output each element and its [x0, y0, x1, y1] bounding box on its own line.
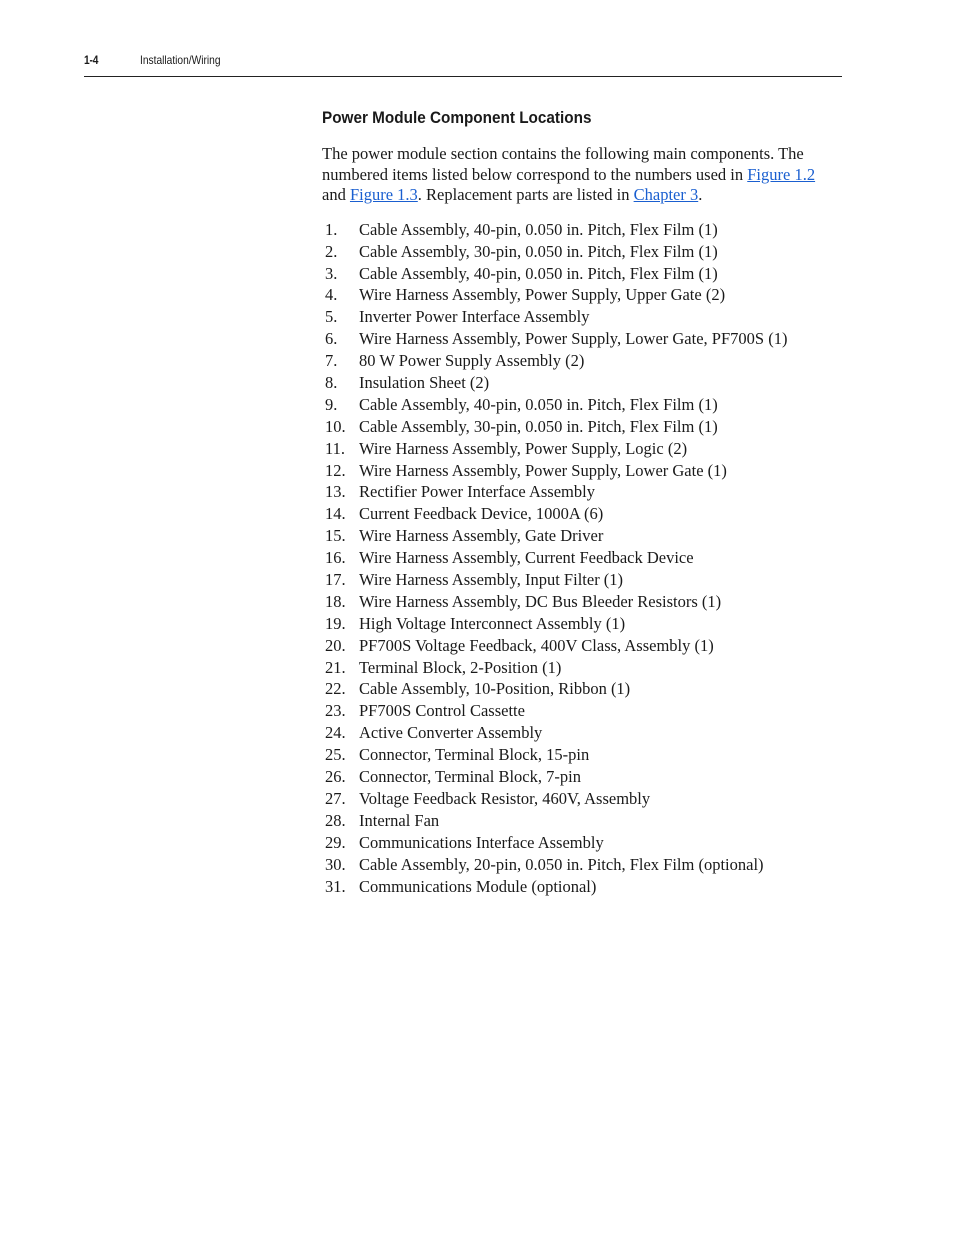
list-item: [322, 306, 842, 328]
list-item-text: Terminal Block, 2-Position (1): [359, 657, 562, 677]
figure-1-3-link[interactable]: Figure 1.3: [349, 185, 418, 205]
list-item-text: Wire Harness Assembly, Current Feedback Device: [359, 548, 694, 568]
list-item: [322, 635, 842, 657]
list-item-number: 1.: [325, 219, 338, 239]
list-item-number: 17.: [325, 570, 346, 590]
list-item: [322, 241, 842, 263]
list-item-number: 25.: [325, 745, 346, 765]
list-item-text: Communications Interface Assembly: [359, 832, 604, 852]
list-item-number: 20.: [325, 635, 346, 655]
list-item-number: 29.: [325, 832, 346, 852]
intro-text: and: [322, 185, 350, 205]
list-item: [322, 613, 842, 635]
list-item-number: 19.: [325, 613, 346, 633]
list-item: [322, 416, 842, 438]
list-item-number: 24.: [325, 723, 346, 743]
list-item-number: 16.: [325, 548, 346, 568]
list-item-number: 4.: [325, 285, 338, 305]
list-item-number: 23.: [325, 701, 346, 721]
list-item-text: Current Feedback Device, 1000A (6): [359, 504, 604, 524]
list-item-number: 15.: [325, 526, 346, 546]
section-title: Power Module Component Locations: [322, 108, 592, 127]
list-item: [322, 350, 842, 372]
list-item-text: Active Converter Assembly: [359, 723, 543, 743]
list-item: [322, 263, 842, 285]
list-item: [322, 832, 842, 854]
list-item-number: 2.: [325, 241, 338, 261]
list-item-number: 3.: [325, 263, 338, 283]
list-item: [322, 394, 842, 416]
intro-text: The power module section contains the following main components. The numbered items listed below correspond to the numbers used in: [322, 144, 804, 184]
component-list: [322, 219, 842, 898]
list-item: [322, 810, 842, 832]
list-item: [322, 744, 842, 766]
list-item-text: Inverter Power Interface Assembly: [359, 307, 590, 327]
list-item-number: 30.: [325, 854, 346, 874]
list-item-text: PF700S Control Cassette: [359, 701, 525, 721]
list-item-number: 31.: [325, 876, 346, 896]
list-item-text: High Voltage Interconnect Assembly (1): [359, 613, 626, 633]
intro-paragraph: [322, 144, 842, 206]
list-item: [322, 438, 842, 460]
list-item: [322, 700, 842, 722]
list-item: [322, 503, 842, 525]
list-item-number: 18.: [325, 591, 346, 611]
list-item-number: 26.: [325, 767, 346, 787]
list-item-text: Cable Assembly, 30-pin, 0.050 in. Pitch, Flex Film (1): [359, 241, 718, 261]
list-item-text: Cable Assembly, 40-pin, 0.050 in. Pitch, Flex Film (1): [359, 219, 718, 239]
list-item-number: 8.: [325, 373, 338, 393]
intro-text: .: [698, 185, 703, 205]
list-item-text: Wire Harness Assembly, Power Supply, Lower Gate, PF700S (1): [359, 329, 788, 349]
list-item: [322, 722, 842, 744]
list-item-text: Cable Assembly, 40-pin, 0.050 in. Pitch, Flex Film (1): [359, 263, 718, 283]
figure-1-2-link[interactable]: Figure 1.2: [747, 164, 816, 184]
list-item-text: Internal Fan: [359, 810, 440, 830]
intro-text: . Replacement parts are listed in: [417, 185, 634, 205]
list-item: [322, 788, 842, 810]
list-item: [322, 657, 842, 679]
list-item-text: Cable Assembly, 10-Position, Ribbon (1): [359, 679, 631, 699]
running-section-title: Installation/Wiring: [140, 53, 221, 67]
list-item-number: 13.: [325, 482, 346, 502]
list-item-number: 10.: [325, 416, 346, 436]
list-item-number: 9.: [325, 394, 338, 414]
page-number: 1-4: [84, 53, 99, 67]
list-item-text: Cable Assembly, 30-pin, 0.050 in. Pitch, Flex Film (1): [359, 416, 718, 436]
list-item: [322, 525, 842, 547]
list-item-text: Insulation Sheet (2): [359, 373, 490, 393]
list-item: [322, 591, 842, 613]
list-item-number: 14.: [325, 504, 346, 524]
list-item-text: Voltage Feedback Resistor, 460V, Assembly: [359, 788, 651, 808]
list-item-text: PF700S Voltage Feedback, 400V Class, Assembly (1): [359, 635, 714, 655]
list-item-number: 22.: [325, 679, 346, 699]
list-item: [322, 460, 842, 482]
list-item-number: 28.: [325, 810, 346, 830]
list-item-text: Cable Assembly, 40-pin, 0.050 in. Pitch, Flex Film (1): [359, 394, 718, 414]
list-item-number: 5.: [325, 307, 338, 327]
list-item: [322, 219, 842, 241]
list-item-number: 6.: [325, 329, 338, 349]
list-item-text: Wire Harness Assembly, DC Bus Bleeder Resistors (1): [359, 591, 722, 611]
list-item-text: Cable Assembly, 20-pin, 0.050 in. Pitch, Flex Film (optional): [359, 854, 764, 874]
list-item-text: Connector, Terminal Block, 15-pin: [359, 745, 590, 765]
list-item: [322, 854, 842, 876]
list-item-number: 11.: [325, 438, 346, 458]
list-item-text: Communications Module (optional): [359, 876, 597, 896]
list-item-number: 12.: [325, 460, 346, 480]
list-item-text: Wire Harness Assembly, Power Supply, Upper Gate (2): [359, 285, 726, 305]
list-item: [322, 569, 842, 591]
list-item-text: Wire Harness Assembly, Gate Driver: [359, 526, 604, 546]
list-item-text: Wire Harness Assembly, Power Supply, Lower Gate (1): [359, 460, 727, 480]
list-item: [322, 678, 842, 700]
list-item-text: Connector, Terminal Block, 7-pin: [359, 767, 581, 787]
list-item: [322, 547, 842, 569]
list-item: [322, 328, 842, 350]
main-content: [322, 107, 842, 897]
list-item-text: Wire Harness Assembly, Power Supply, Logic (2): [359, 438, 688, 458]
list-item-number: 21.: [325, 657, 346, 677]
chapter-3-link[interactable]: Chapter 3: [633, 185, 699, 205]
list-item-number: 27.: [325, 788, 346, 808]
list-item-number: 7.: [325, 351, 338, 371]
list-item: [322, 481, 842, 503]
page-header: [84, 52, 842, 77]
list-item-text: Rectifier Power Interface Assembly: [359, 482, 595, 502]
list-item: [322, 284, 842, 306]
list-item-text: 80 W Power Supply Assembly (2): [359, 351, 585, 371]
list-item: [322, 372, 842, 394]
list-item: [322, 876, 842, 898]
list-item: [322, 766, 842, 788]
list-item-text: Wire Harness Assembly, Input Filter (1): [359, 570, 624, 590]
